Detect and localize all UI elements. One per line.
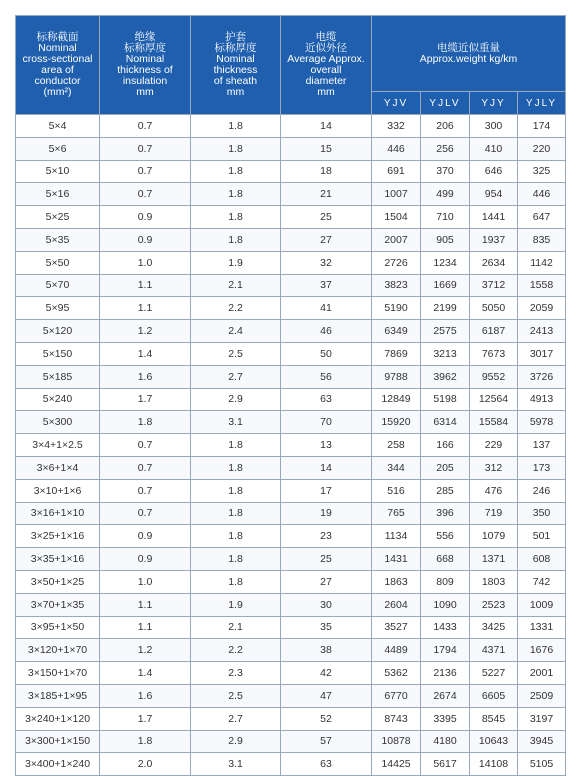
table-row bbox=[16, 115, 566, 138]
header-line: mm bbox=[136, 86, 154, 98]
cell-weight-yjlv: 3213 bbox=[421, 342, 470, 365]
cell-sheath: 2.7 bbox=[191, 707, 281, 730]
header-line: area of bbox=[41, 64, 74, 76]
cell-weight-yjv: 765 bbox=[372, 502, 421, 525]
cell-cross-section: 3×95+1×50 bbox=[16, 616, 100, 639]
cell-weight-yjlv: 1669 bbox=[421, 274, 470, 297]
header-weight-yjlv: YJLV bbox=[421, 92, 470, 115]
cell-weight-yjly: 246 bbox=[518, 479, 566, 502]
cell-weight-yjv: 1134 bbox=[372, 525, 421, 548]
table-row bbox=[16, 388, 566, 411]
cell-weight-yjy: 1371 bbox=[470, 548, 518, 571]
cell-diameter: 56 bbox=[281, 365, 372, 388]
cell-weight-yjy: 300 bbox=[470, 115, 518, 138]
table-row bbox=[16, 137, 566, 160]
cell-insulation: 0.9 bbox=[100, 228, 191, 251]
cell-cross-section: 3×25+1×16 bbox=[16, 525, 100, 548]
cell-cross-section: 5×150 bbox=[16, 342, 100, 365]
cell-diameter: 27 bbox=[281, 570, 372, 593]
cell-weight-yjlv: 499 bbox=[421, 183, 470, 206]
cell-cross-section: 3×120+1×70 bbox=[16, 639, 100, 662]
cell-diameter: 70 bbox=[281, 411, 372, 434]
table-row bbox=[16, 502, 566, 525]
cell-insulation: 0.7 bbox=[100, 502, 191, 525]
cell-weight-yjy: 2523 bbox=[470, 593, 518, 616]
cell-diameter: 25 bbox=[281, 206, 372, 229]
cell-cross-section: 5×185 bbox=[16, 365, 100, 388]
header-line: of sheath bbox=[213, 75, 258, 87]
header-line: 标称截面 bbox=[36, 31, 79, 43]
cell-weight-yjlv: 2136 bbox=[421, 662, 470, 685]
cell-weight-yjlv: 396 bbox=[421, 502, 470, 525]
cell-sheath: 2.1 bbox=[191, 274, 281, 297]
cell-cross-section: 3×70+1×35 bbox=[16, 593, 100, 616]
cell-diameter: 46 bbox=[281, 320, 372, 343]
cell-weight-yjv: 4489 bbox=[372, 639, 421, 662]
cable-spec-table bbox=[15, 15, 566, 776]
cell-diameter: 52 bbox=[281, 707, 372, 730]
cell-diameter: 13 bbox=[281, 434, 372, 457]
table-row bbox=[16, 684, 566, 707]
header-line: conductor bbox=[34, 75, 81, 87]
cell-weight-yjy: 229 bbox=[470, 434, 518, 457]
cell-weight-yjly: 4913 bbox=[518, 388, 566, 411]
cell-weight-yjlv: 2199 bbox=[421, 297, 470, 320]
cable-spec-table-wrapper bbox=[15, 15, 565, 776]
cell-weight-yjy: 8545 bbox=[470, 707, 518, 730]
cell-weight-yjlv: 256 bbox=[421, 137, 470, 160]
cell-weight-yjy: 3425 bbox=[470, 616, 518, 639]
cell-weight-yjly: 1676 bbox=[518, 639, 566, 662]
header-line: Average Approx. bbox=[287, 53, 365, 65]
header-cross-section bbox=[16, 16, 100, 115]
cell-insulation: 0.9 bbox=[100, 206, 191, 229]
cell-cross-section: 5×10 bbox=[16, 160, 100, 183]
cell-sheath: 2.3 bbox=[191, 662, 281, 685]
cell-weight-yjv: 6770 bbox=[372, 684, 421, 707]
cell-diameter: 41 bbox=[281, 297, 372, 320]
cell-sheath: 1.8 bbox=[191, 115, 281, 138]
cell-diameter: 32 bbox=[281, 251, 372, 274]
cell-weight-yjlv: 556 bbox=[421, 525, 470, 548]
cell-sheath: 3.1 bbox=[191, 411, 281, 434]
cell-diameter: 15 bbox=[281, 137, 372, 160]
cell-cross-section: 3×50+1×25 bbox=[16, 570, 100, 593]
cell-weight-yjv: 1504 bbox=[372, 206, 421, 229]
cell-sheath: 1.8 bbox=[191, 137, 281, 160]
cell-weight-yjlv: 2674 bbox=[421, 684, 470, 707]
cell-weight-yjlv: 1433 bbox=[421, 616, 470, 639]
cell-diameter: 14 bbox=[281, 115, 372, 138]
cell-weight-yjy: 1079 bbox=[470, 525, 518, 548]
cell-insulation: 1.4 bbox=[100, 342, 191, 365]
cell-weight-yjly: 3017 bbox=[518, 342, 566, 365]
cell-cross-section: 5×120 bbox=[16, 320, 100, 343]
cell-weight-yjly: 5105 bbox=[518, 753, 566, 776]
header-line: thickness bbox=[213, 64, 258, 76]
cell-cross-section: 3×150+1×70 bbox=[16, 662, 100, 685]
cell-sheath: 2.9 bbox=[191, 730, 281, 753]
cell-weight-yjv: 9788 bbox=[372, 365, 421, 388]
cell-weight-yjy: 6605 bbox=[470, 684, 518, 707]
cell-weight-yjv: 6349 bbox=[372, 320, 421, 343]
cell-diameter: 35 bbox=[281, 616, 372, 639]
cell-sheath: 2.5 bbox=[191, 684, 281, 707]
cell-weight-yjv: 5190 bbox=[372, 297, 421, 320]
cell-insulation: 0.7 bbox=[100, 434, 191, 457]
cell-diameter: 30 bbox=[281, 593, 372, 616]
cell-weight-yjlv: 809 bbox=[421, 570, 470, 593]
cell-weight-yjlv: 2575 bbox=[421, 320, 470, 343]
cell-sheath: 3.1 bbox=[191, 753, 281, 776]
cell-sheath: 1.8 bbox=[191, 160, 281, 183]
cell-weight-yjv: 15920 bbox=[372, 411, 421, 434]
cell-weight-yjy: 7673 bbox=[470, 342, 518, 365]
cell-weight-yjlv: 1794 bbox=[421, 639, 470, 662]
cell-weight-yjv: 332 bbox=[372, 115, 421, 138]
table-row bbox=[16, 206, 566, 229]
cell-weight-yjv: 2604 bbox=[372, 593, 421, 616]
header-line: 护套 bbox=[225, 31, 246, 43]
cell-cross-section: 5×6 bbox=[16, 137, 100, 160]
cell-sheath: 1.8 bbox=[191, 434, 281, 457]
table-row bbox=[16, 297, 566, 320]
cell-weight-yjly: 173 bbox=[518, 456, 566, 479]
cell-weight-yjly: 2001 bbox=[518, 662, 566, 685]
cell-weight-yjv: 1007 bbox=[372, 183, 421, 206]
table-row bbox=[16, 342, 566, 365]
cell-cross-section: 5×95 bbox=[16, 297, 100, 320]
header-line: Nominal bbox=[38, 42, 77, 54]
cell-weight-yjly: 220 bbox=[518, 137, 566, 160]
header-line: (mm²) bbox=[43, 86, 72, 98]
cell-sheath: 1.9 bbox=[191, 593, 281, 616]
cell-cross-section: 5×70 bbox=[16, 274, 100, 297]
cell-weight-yjlv: 370 bbox=[421, 160, 470, 183]
cell-weight-yjy: 14108 bbox=[470, 753, 518, 776]
table-row bbox=[16, 411, 566, 434]
cell-weight-yjy: 954 bbox=[470, 183, 518, 206]
cell-weight-yjv: 8743 bbox=[372, 707, 421, 730]
cell-sheath: 1.8 bbox=[191, 502, 281, 525]
cell-weight-yjv: 12849 bbox=[372, 388, 421, 411]
cell-cross-section: 3×6+1×4 bbox=[16, 456, 100, 479]
cell-weight-yjv: 7869 bbox=[372, 342, 421, 365]
header-line: 近似外径 bbox=[305, 42, 347, 54]
cell-diameter: 63 bbox=[281, 388, 372, 411]
header-weight-yjv: YJV bbox=[372, 92, 421, 115]
cell-weight-yjly: 1331 bbox=[518, 616, 566, 639]
cell-weight-yjlv: 4180 bbox=[421, 730, 470, 753]
cell-weight-yjv: 446 bbox=[372, 137, 421, 160]
cell-sheath: 1.8 bbox=[191, 228, 281, 251]
header-approx-weight bbox=[372, 16, 566, 92]
cell-sheath: 2.9 bbox=[191, 388, 281, 411]
table-row bbox=[16, 593, 566, 616]
cell-weight-yjy: 12564 bbox=[470, 388, 518, 411]
cell-weight-yjlv: 205 bbox=[421, 456, 470, 479]
cell-weight-yjly: 2509 bbox=[518, 684, 566, 707]
header-line: Nominal bbox=[216, 53, 255, 65]
cell-weight-yjly: 1009 bbox=[518, 593, 566, 616]
cell-cross-section: 3×400+1×240 bbox=[16, 753, 100, 776]
cell-weight-yjv: 516 bbox=[372, 479, 421, 502]
cell-weight-yjlv: 1090 bbox=[421, 593, 470, 616]
cell-insulation: 0.7 bbox=[100, 160, 191, 183]
cell-diameter: 38 bbox=[281, 639, 372, 662]
cell-weight-yjlv: 3395 bbox=[421, 707, 470, 730]
cell-insulation: 0.7 bbox=[100, 137, 191, 160]
cell-sheath: 2.2 bbox=[191, 297, 281, 320]
cell-weight-yjly: 647 bbox=[518, 206, 566, 229]
cell-weight-yjy: 1441 bbox=[470, 206, 518, 229]
header-line: mm bbox=[317, 86, 335, 98]
cell-insulation: 1.6 bbox=[100, 684, 191, 707]
cell-sheath: 2.5 bbox=[191, 342, 281, 365]
cell-weight-yjv: 3527 bbox=[372, 616, 421, 639]
cell-sheath: 1.8 bbox=[191, 548, 281, 571]
cell-weight-yjy: 15584 bbox=[470, 411, 518, 434]
cell-weight-yjy: 476 bbox=[470, 479, 518, 502]
cell-weight-yjv: 691 bbox=[372, 160, 421, 183]
header-line: overall bbox=[310, 64, 342, 76]
table-header bbox=[16, 16, 566, 115]
cell-weight-yjly: 3197 bbox=[518, 707, 566, 730]
cell-insulation: 0.7 bbox=[100, 183, 191, 206]
table-row bbox=[16, 639, 566, 662]
cell-cross-section: 5×300 bbox=[16, 411, 100, 434]
cell-weight-yjv: 2007 bbox=[372, 228, 421, 251]
cell-sheath: 2.1 bbox=[191, 616, 281, 639]
cell-insulation: 1.2 bbox=[100, 320, 191, 343]
table-row bbox=[16, 525, 566, 548]
cell-weight-yjly: 350 bbox=[518, 502, 566, 525]
cell-diameter: 25 bbox=[281, 548, 372, 571]
cell-sheath: 1.8 bbox=[191, 206, 281, 229]
cell-insulation: 1.0 bbox=[100, 570, 191, 593]
table-row bbox=[16, 548, 566, 571]
cell-insulation: 0.9 bbox=[100, 525, 191, 548]
header-sheath-thickness bbox=[191, 16, 281, 115]
cell-weight-yjv: 3823 bbox=[372, 274, 421, 297]
cell-diameter: 47 bbox=[281, 684, 372, 707]
cell-cross-section: 5×16 bbox=[16, 183, 100, 206]
cell-sheath: 1.8 bbox=[191, 570, 281, 593]
cell-weight-yjy: 1937 bbox=[470, 228, 518, 251]
cell-sheath: 1.8 bbox=[191, 479, 281, 502]
cell-diameter: 57 bbox=[281, 730, 372, 753]
cell-insulation: 1.2 bbox=[100, 639, 191, 662]
cell-weight-yjy: 410 bbox=[470, 137, 518, 160]
cell-weight-yjlv: 206 bbox=[421, 115, 470, 138]
cell-diameter: 17 bbox=[281, 479, 372, 502]
table-row bbox=[16, 456, 566, 479]
cell-insulation: 1.1 bbox=[100, 593, 191, 616]
cell-weight-yjlv: 710 bbox=[421, 206, 470, 229]
table-row bbox=[16, 662, 566, 685]
cell-cross-section: 3×35+1×16 bbox=[16, 548, 100, 571]
cell-weight-yjlv: 166 bbox=[421, 434, 470, 457]
cell-insulation: 1.1 bbox=[100, 297, 191, 320]
table-body bbox=[16, 115, 566, 776]
cell-diameter: 18 bbox=[281, 160, 372, 183]
table-row bbox=[16, 434, 566, 457]
cell-cross-section: 5×50 bbox=[16, 251, 100, 274]
cell-weight-yjv: 1431 bbox=[372, 548, 421, 571]
cell-insulation: 1.7 bbox=[100, 388, 191, 411]
cell-weight-yjly: 501 bbox=[518, 525, 566, 548]
cell-weight-yjly: 3726 bbox=[518, 365, 566, 388]
cell-diameter: 50 bbox=[281, 342, 372, 365]
cell-sheath: 2.7 bbox=[191, 365, 281, 388]
header-line: 电缆 bbox=[315, 31, 337, 43]
table-row bbox=[16, 730, 566, 753]
cell-weight-yjy: 2634 bbox=[470, 251, 518, 274]
table-row bbox=[16, 365, 566, 388]
header-line: 电缆近似重量 bbox=[437, 41, 501, 54]
header-line: cross-sectional bbox=[22, 53, 93, 65]
cell-weight-yjy: 3712 bbox=[470, 274, 518, 297]
cell-weight-yjy: 719 bbox=[470, 502, 518, 525]
cell-weight-yjly: 2413 bbox=[518, 320, 566, 343]
cell-weight-yjlv: 3962 bbox=[421, 365, 470, 388]
cell-weight-yjly: 608 bbox=[518, 548, 566, 571]
cell-cross-section: 3×240+1×120 bbox=[16, 707, 100, 730]
cell-weight-yjy: 312 bbox=[470, 456, 518, 479]
cell-weight-yjly: 174 bbox=[518, 115, 566, 138]
cell-weight-yjy: 6187 bbox=[470, 320, 518, 343]
cell-cross-section: 3×4+1×2.5 bbox=[16, 434, 100, 457]
cell-weight-yjv: 10878 bbox=[372, 730, 421, 753]
cell-weight-yjv: 2726 bbox=[372, 251, 421, 274]
cell-weight-yjly: 2059 bbox=[518, 297, 566, 320]
cell-insulation: 0.9 bbox=[100, 548, 191, 571]
cell-weight-yjv: 5362 bbox=[372, 662, 421, 685]
cell-sheath: 2.2 bbox=[191, 639, 281, 662]
cell-insulation: 1.1 bbox=[100, 616, 191, 639]
cell-weight-yjy: 4371 bbox=[470, 639, 518, 662]
cell-cross-section: 5×4 bbox=[16, 115, 100, 138]
cell-weight-yjlv: 5198 bbox=[421, 388, 470, 411]
cell-weight-yjy: 1803 bbox=[470, 570, 518, 593]
cell-weight-yjv: 258 bbox=[372, 434, 421, 457]
cell-insulation: 1.0 bbox=[100, 251, 191, 274]
header-line: thickness of bbox=[117, 64, 173, 76]
cell-cross-section: 3×10+1×6 bbox=[16, 479, 100, 502]
cell-insulation: 0.7 bbox=[100, 456, 191, 479]
cell-diameter: 23 bbox=[281, 525, 372, 548]
cell-sheath: 1.8 bbox=[191, 183, 281, 206]
table-row bbox=[16, 320, 566, 343]
cell-weight-yjv: 1863 bbox=[372, 570, 421, 593]
table-row bbox=[16, 753, 566, 776]
table-row bbox=[16, 274, 566, 297]
cell-weight-yjlv: 905 bbox=[421, 228, 470, 251]
cell-insulation: 1.8 bbox=[100, 411, 191, 434]
cell-weight-yjly: 1558 bbox=[518, 274, 566, 297]
cell-diameter: 37 bbox=[281, 274, 372, 297]
cell-insulation: 1.1 bbox=[100, 274, 191, 297]
table-row bbox=[16, 160, 566, 183]
cell-weight-yjy: 9552 bbox=[470, 365, 518, 388]
cell-weight-yjy: 5050 bbox=[470, 297, 518, 320]
header-insulation-thickness bbox=[100, 16, 191, 115]
cell-weight-yjly: 446 bbox=[518, 183, 566, 206]
cell-weight-yjy: 5227 bbox=[470, 662, 518, 685]
cell-insulation: 1.8 bbox=[100, 730, 191, 753]
header-line: 标称厚度 bbox=[214, 42, 257, 54]
header-line: mm bbox=[226, 86, 245, 98]
table-row bbox=[16, 616, 566, 639]
cell-weight-yjly: 742 bbox=[518, 570, 566, 593]
header-weight-yjly: YJLY bbox=[518, 92, 566, 115]
header-line: insulation bbox=[122, 75, 168, 87]
table-row bbox=[16, 479, 566, 502]
cell-diameter: 42 bbox=[281, 662, 372, 685]
cell-sheath: 1.8 bbox=[191, 525, 281, 548]
header-line: Approx.weight kg/km bbox=[419, 52, 518, 65]
cell-insulation: 2.0 bbox=[100, 753, 191, 776]
cell-weight-yjlv: 1234 bbox=[421, 251, 470, 274]
cell-weight-yjv: 14425 bbox=[372, 753, 421, 776]
cell-insulation: 1.4 bbox=[100, 662, 191, 685]
cell-sheath: 1.9 bbox=[191, 251, 281, 274]
cell-weight-yjly: 325 bbox=[518, 160, 566, 183]
cell-diameter: 19 bbox=[281, 502, 372, 525]
cell-weight-yjy: 10643 bbox=[470, 730, 518, 753]
cell-diameter: 14 bbox=[281, 456, 372, 479]
cell-diameter: 27 bbox=[281, 228, 372, 251]
cell-cross-section: 5×240 bbox=[16, 388, 100, 411]
cell-cross-section: 5×25 bbox=[16, 206, 100, 229]
table-row bbox=[16, 570, 566, 593]
header-line: Nominal bbox=[125, 53, 165, 65]
cell-weight-yjlv: 285 bbox=[421, 479, 470, 502]
cell-insulation: 0.7 bbox=[100, 115, 191, 138]
cell-cross-section: 3×185+1×95 bbox=[16, 684, 100, 707]
table-row bbox=[16, 183, 566, 206]
cell-sheath: 1.8 bbox=[191, 456, 281, 479]
table-row bbox=[16, 228, 566, 251]
cell-diameter: 63 bbox=[281, 753, 372, 776]
cell-weight-yjly: 5978 bbox=[518, 411, 566, 434]
header-weight-yjy: YJY bbox=[470, 92, 518, 115]
header-line: diameter bbox=[305, 75, 347, 87]
cell-cross-section: 5×35 bbox=[16, 228, 100, 251]
cell-weight-yjlv: 6314 bbox=[421, 411, 470, 434]
cell-diameter: 21 bbox=[281, 183, 372, 206]
header-line: 绝缘 bbox=[134, 31, 156, 43]
cell-weight-yjlv: 668 bbox=[421, 548, 470, 571]
cell-weight-yjly: 137 bbox=[518, 434, 566, 457]
cell-insulation: 1.6 bbox=[100, 365, 191, 388]
cell-sheath: 2.4 bbox=[191, 320, 281, 343]
cell-weight-yjly: 835 bbox=[518, 228, 566, 251]
table-row bbox=[16, 251, 566, 274]
cell-weight-yjlv: 5617 bbox=[421, 753, 470, 776]
cell-weight-yjv: 344 bbox=[372, 456, 421, 479]
cell-cross-section: 3×300+1×150 bbox=[16, 730, 100, 753]
cell-weight-yjly: 1142 bbox=[518, 251, 566, 274]
cell-insulation: 1.7 bbox=[100, 707, 191, 730]
cell-weight-yjly: 3945 bbox=[518, 730, 566, 753]
cell-cross-section: 3×16+1×10 bbox=[16, 502, 100, 525]
cell-weight-yjy: 646 bbox=[470, 160, 518, 183]
cell-insulation: 0.7 bbox=[100, 479, 191, 502]
header-overall-diameter bbox=[281, 16, 372, 115]
header-line: 标称厚度 bbox=[124, 42, 166, 54]
